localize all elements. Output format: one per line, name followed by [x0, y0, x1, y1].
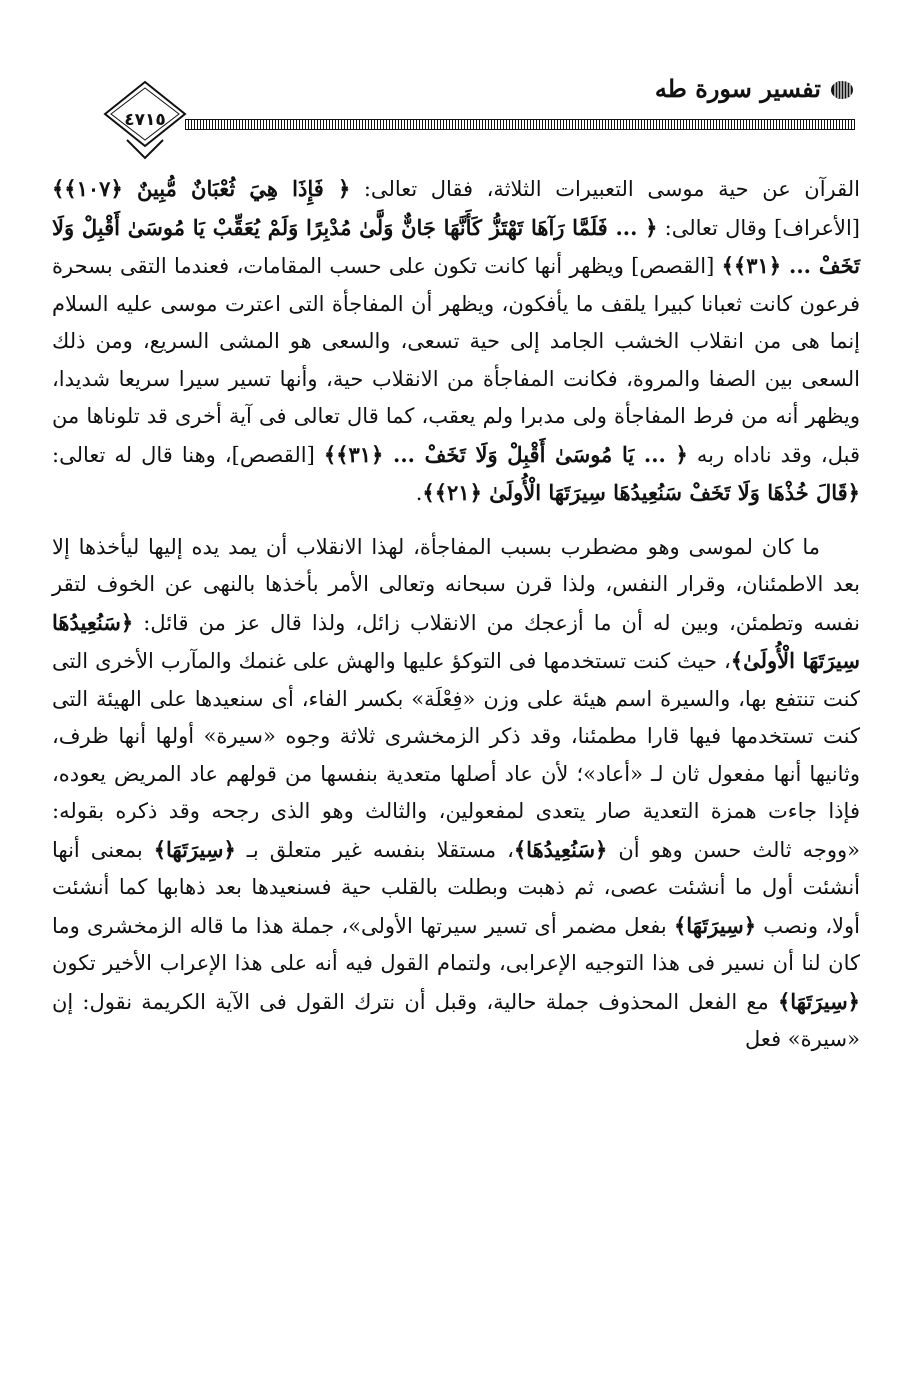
quran-verse: ﴿ ... فَلَمَّا رَآهَا تَهْتَزُّ كَأَنَّهَا جَانٌّ وَلَّىٰ مُدْبِرًا وَلَمْ يُعَقِّبْ يَا مُوسَىٰ أَقْبِلْ وَلَا تَخَفْ ... ﴿٣١﴾﴾ [52, 214, 860, 278]
quran-verse: ﴿سَنُعِيدُهَا سِيرَتَهَا الْأُولَىٰ﴾ [52, 609, 860, 673]
text-run: . [415, 481, 423, 505]
page-number: ٤٧١٥ [124, 110, 166, 130]
text-run: ، مستقلا بنفسه غير متعلق بـ [235, 837, 514, 862]
text-run: ما كان لموسى وهو مضطرب بسبب المفاجأة، لهذا الانقلاب أن يمد يده إليها ليأخذها إلا بعد الاطمئنان، وقرار النفس، ولذا قرن سبحانه وتعالى الأمر بأخذها بالنهى عن الخوف لتقر نفسه وتطمئن، وبين له أن ما أزعجك من الانقلاب زائل، ولذا قال عز من قائل: [52, 534, 860, 635]
text-run: ، حيث كنت تستخدمها فى التوكؤ عليها والهش على غنمك والمآرب الأخرى التى كنت تنتفع بها، والسيرة اسم هيئة على وزن «فِعْلَة» بكسر الفاء، أى سنعيدها على الهيئة التى كنت تستخدمها فيها قارا مطمئنا، وقد ذكر الزمخشرى ثلاثة وجوه «سيرة» أولها أنها ظرف، وثانيها أنها مفعول ثان لـ «أعاد»؛ لأن عاد أصلها متعدية بنفسها من قولهم عاد المريض يعوده، فإذا جاءت همزة التعدية صار يتعدى لمفعولين، والثالث وهو الذى رجحه وقد ذكره بقوله: «ووجه ثالث حسن وهو أن [52, 649, 860, 862]
page-header [95, 62, 855, 162]
quran-verse: ﴿ فَإِذَا هِيَ ثُعْبَانٌ مُّبِينٌ ﴿١٠٧﴾﴾ [52, 176, 351, 201]
paragraph [52, 529, 860, 1059]
quran-verse: ﴿قَالَ خُذْهَا وَلَا تَخَفْ سَنُعِيدُهَا سِيرَتَهَا الْأُولَىٰ ﴿٢١﴾﴾ [422, 480, 860, 505]
paragraph [52, 170, 860, 513]
rosette-icon [829, 78, 855, 100]
body-text [52, 170, 860, 1059]
text-run: [الأعراف] وقال تعالى: [657, 215, 860, 240]
quran-verse: ﴿سِيرَتَهَا﴾ [673, 912, 757, 938]
text-run: [القصص]، وهنا قال له تعالى: [52, 442, 324, 467]
quran-verse: ﴿سَنُعِيدُهَا﴾ [513, 836, 608, 862]
running-title-text: تفسير سورة طه [654, 74, 821, 103]
text-run: بمعنى أنها أنشئت أول ما أنشئت عصى، ثم ذهبت وبطلت بالقلب حية فسنعيدها بعد ذهابها كما أنشئت أولا، ونصب [52, 837, 860, 938]
quran-verse: ﴿سِيرَتَهَا﴾ [153, 836, 236, 862]
running-title [655, 74, 855, 103]
header-rule [185, 119, 855, 130]
quran-verse: ﴿سِيرَتَهَا﴾ [777, 988, 860, 1014]
text-run: القرآن عن حية موسى التعبيرات الثلاثة، فقال تعالى: [350, 177, 860, 201]
text-run: مع الفعل المحذوف جملة حالية، وقبل أن نترك القول فى الآية الكريمة نقول: إن «سيرة» فعل [52, 989, 860, 1051]
page-number-badge [95, 80, 195, 162]
quran-verse: ﴿ ... يَا مُوسَىٰ أَقْبِلْ وَلَا تَخَفْ ... ﴿٣١﴾﴾ [323, 441, 688, 467]
text-run: [القصص] ويظهر أنها كانت تكون على حسب المقامات، فعندما التقى بسحرة فرعون كانت ثعبانا كبيرا يلقف ما يأفكون، ويظهر أن المفاجأة التى اعترت موسى عليه السلام إنما هى من انقلاب الخشب الجامد إلى حية تسعى، والسعى هو المشى السريع، ومن ذلك السعى بين الصفا والمروة، فكانت المفاجأة من الانقلاب حية، وأنها تسير سيرا سريعا شديدا، ويظهر أنه من فرط المفاجأة ولى مدبرا ولم يعقب، كما قال تعالى فى آية أخرى قد تلوناها من قبل، وقد ناداه ربه [52, 254, 860, 467]
text-run: بفعل مضمر أى تسير سيرتها الأولى»، جملة هذا ما قاله الزمخشرى وما كان لنا أن نسير فى هذا التوجيه الإعرابى، ولتمام القول فيه أنه على هذا الإعراب الأخير تكون [52, 913, 860, 975]
